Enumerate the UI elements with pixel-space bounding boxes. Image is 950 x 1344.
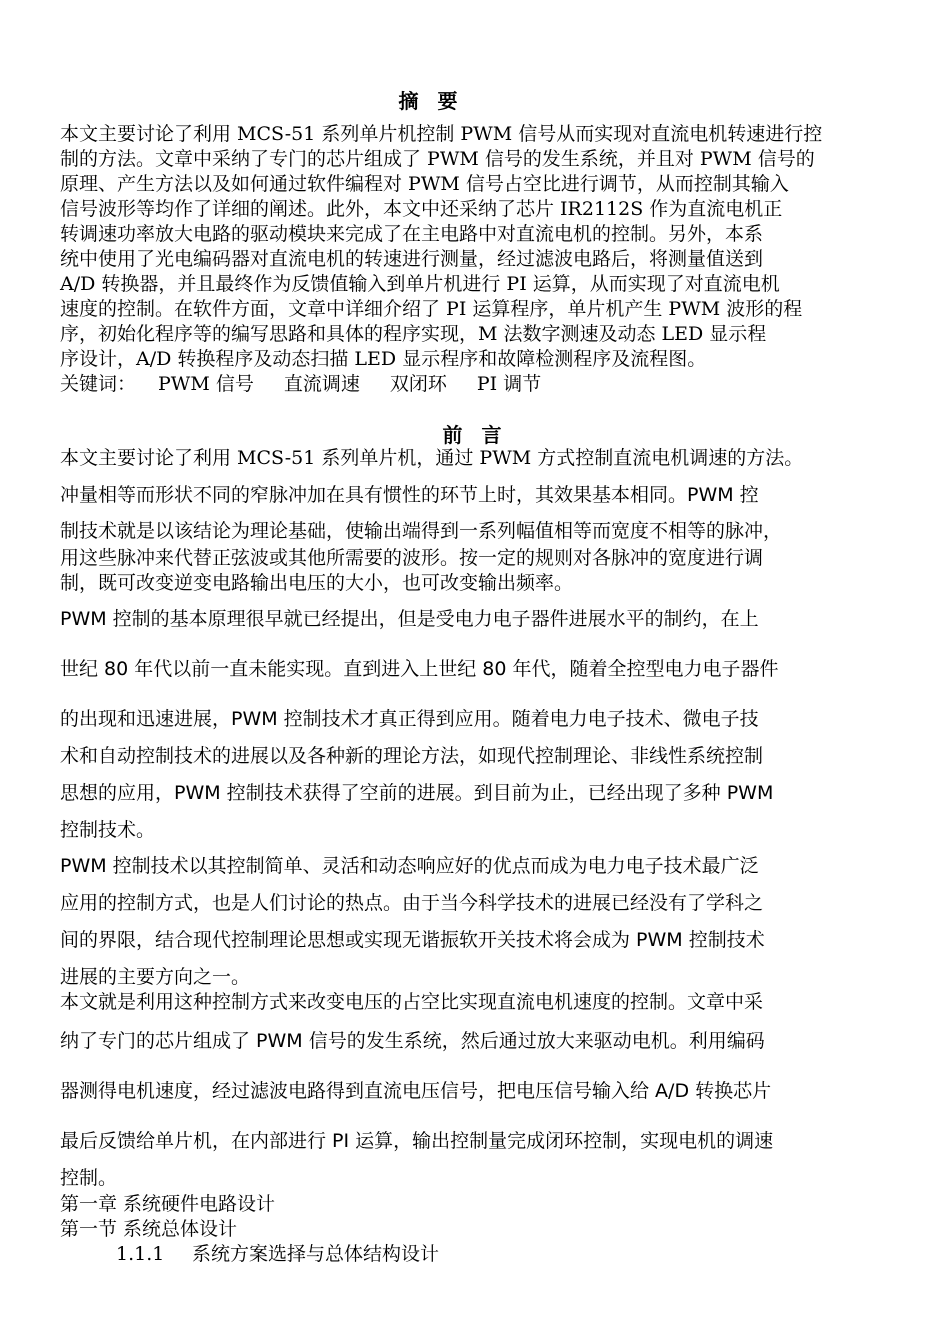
preface-line: 最后反馈给单片机，在内部进行 PI 运算，输出控制量完成闭环控制，实现电机的调速 bbox=[60, 1130, 774, 1152]
keyword: 直流调速 bbox=[283, 373, 360, 395]
preface-line: PWM 控制技术以其控制简单、灵活和动态响应好的优点而成为电力电子技术最广泛 bbox=[60, 855, 759, 877]
keyword: 双闭环 bbox=[389, 373, 447, 395]
keywords-row bbox=[60, 371, 541, 397]
preface-line: 本文主要讨论了利用 MCS-51 系列单片机，通过 PWM 方式控制直流电机调速的方法。 bbox=[60, 447, 804, 469]
abstract-line: 统中使用了光电编码器对直流电机的转速进行测量，经过滤波电路后，将测量值送到 bbox=[60, 248, 764, 270]
preface-line: 思想的应用，PWM 控制技术获得了空前的进展。到目前为止，已经出现了多种 PWM bbox=[60, 782, 774, 804]
preface-line: 器测得电机速度，经过滤波电路得到直流电压信号，把电压信号输入给 A/D 转换芯片 bbox=[60, 1080, 772, 1102]
abstract-line: 信号波形等均作了详细的阐述。此外，本文中还采纳了芯片 IR2112S 作为直流电机正 bbox=[60, 198, 783, 220]
preface-title: 前 言 bbox=[442, 423, 508, 447]
keyword: PI 调节 bbox=[476, 373, 542, 395]
preface-line: 进展的主要方向之一。 bbox=[60, 966, 251, 988]
chapter-heading: 第一章 系统硬件电路设计 bbox=[60, 1193, 276, 1215]
abstract-line: A/D 转换器，并且最终作为反馈值输入到单片机进行 PI 运算，从而实现了对直流电机 bbox=[60, 273, 780, 295]
abstract-line: 速度的控制。在软件方面，文章中详细介绍了 PI 运算程序，单片机产生 PWM 波形的程 bbox=[60, 298, 803, 320]
abstract-line: 序，初始化程序等的编写思路和具体的程序实现，M 法数字测速及动态 LED 显示程 bbox=[60, 323, 767, 345]
subsection-title: 系统方案选择与总体结构设计 bbox=[192, 1243, 440, 1265]
abstract-line: 制的方法。文章中采纳了专门的芯片组成了 PWM 信号的发生系统，并且对 PWM 信号的 bbox=[60, 148, 815, 170]
abstract-title: 摘 要 bbox=[398, 89, 464, 113]
abstract-line: 转调速功率放大电路的驱动模块来完成了在主电路中对直流电机的控制。另外，本系 bbox=[60, 223, 764, 245]
section-heading: 第一节 系统总体设计 bbox=[60, 1218, 238, 1240]
preface-line: PWM 控制的基本原理很早就已经提出，但是受电力电子器件进展水平的制约，在上 bbox=[60, 608, 759, 630]
subsection-number: 1.1.1 bbox=[116, 1243, 165, 1265]
preface-line: 冲量相等而形状不同的窄脉冲加在具有惯性的环节上时，其效果基本相同。PWM 控 bbox=[60, 484, 759, 506]
preface-line: 纳了专门的芯片组成了 PWM 信号的发生系统，然后通过放大来驱动电机。利用编码 bbox=[60, 1030, 765, 1052]
preface-line: 术和自动控制技术的进展以及各种新的理论方法，如现代控制理论、非线性系统控制 bbox=[60, 745, 764, 767]
preface-line: 制技术就是以该结论为理论基础，使输出端得到一系列幅值相等而宽度不相等的脉冲， bbox=[60, 520, 783, 542]
keywords-label: 关键词： bbox=[60, 373, 137, 395]
preface-line: 世纪 80 年代以前一直未能实现。直到进入上世纪 80 年代，随着全控型电力电子器件 bbox=[60, 658, 779, 680]
preface-line: 应用的控制方式，也是人们讨论的热点。由于当今科学技术的进展已经没有了学科之 bbox=[60, 892, 764, 914]
preface-line: 控制技术。 bbox=[60, 819, 156, 841]
abstract-line: 原理、产生方法以及如何通过软件编程对 PWM 信号占空比进行调节，从而控制其输入 bbox=[60, 173, 789, 195]
keyword: PWM 信号 bbox=[158, 373, 254, 395]
preface-line: 的出现和迅速进展，PWM 控制技术才真正得到应用。随着电力电子技术、微电子技 bbox=[60, 708, 759, 730]
preface-line: 用这些脉冲来代替正弦波或其他所需要的波形。按一定的规则对各脉冲的宽度进行调 bbox=[60, 547, 764, 569]
preface-line: 制，既可改变逆变电路输出电压的大小，也可改变输出频率。 bbox=[60, 572, 574, 594]
subsection-heading bbox=[116, 1241, 439, 1267]
abstract-line: 序设计，A/D 转换程序及动态扫描 LED 显示程序和故障检测程序及流程图。 bbox=[60, 348, 707, 370]
abstract-line: 本文主要讨论了利用 MCS-51 系列单片机控制 PWM 信号从而实现对直流电机转速进行控 bbox=[60, 123, 823, 145]
preface-line: 本文就是利用这种控制方式来改变电压的占空比实现直流电机速度的控制。文章中采 bbox=[60, 991, 764, 1013]
preface-line: 控制。 bbox=[60, 1167, 118, 1189]
preface-line: 间的界限，结合现代控制理论思想或实现无谐振软开关技术将会成为 PWM 控制技术 bbox=[60, 929, 765, 951]
